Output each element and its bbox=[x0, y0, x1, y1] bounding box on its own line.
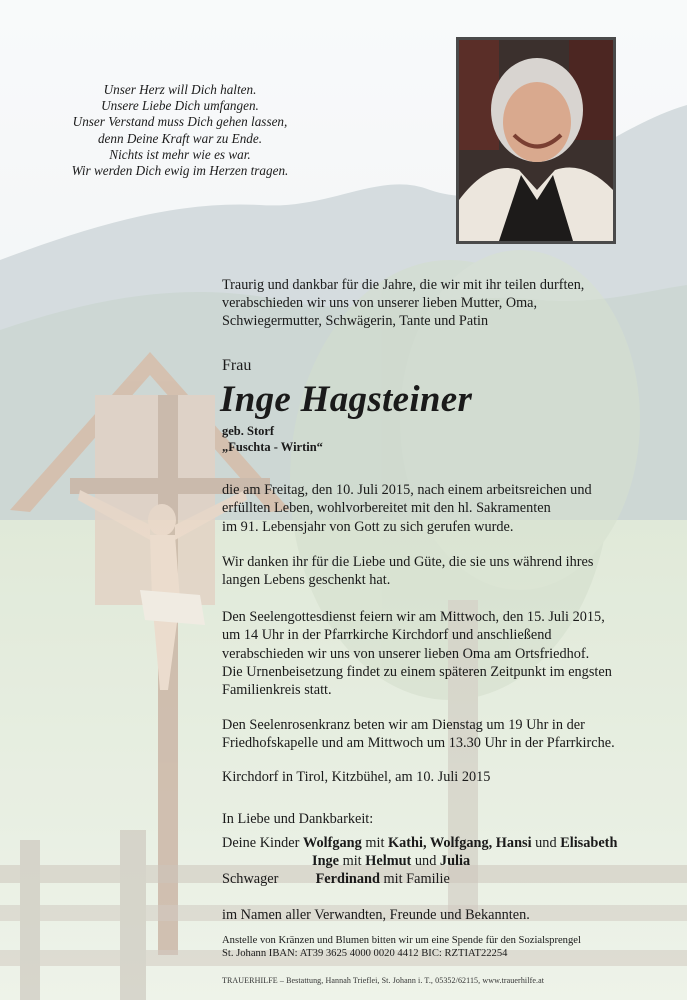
donation-note bbox=[222, 934, 581, 960]
paragraph-line: die am Freitag, den 10. Juli 2015, nach einem arbeitsreichen und bbox=[222, 482, 592, 498]
intro-line: Traurig und dankbar für die Jahre, die wir mit ihr teilen durften, bbox=[222, 277, 585, 293]
poem-line: Wir werden Dich ewig im Herzen tragen. bbox=[71, 163, 289, 179]
paragraph-line: Wir danken ihr für die Liebe und Güte, die sie uns während ihres bbox=[222, 554, 594, 570]
connector: mit bbox=[342, 853, 362, 869]
nickname: „Fuschta - Wirtin“ bbox=[222, 439, 323, 454]
inlaw-label: Schwager bbox=[222, 871, 279, 887]
poem bbox=[40, 82, 320, 179]
intro-line: Schwiegermutter, Schwägerin, Tante und Patin bbox=[222, 313, 489, 329]
child-name: Elisabeth bbox=[560, 835, 618, 851]
mass-paragraph bbox=[222, 608, 667, 699]
paragraph-line: Friedhofskapelle und am Mittwoch um 13.30 Uhr in der Pfarrkirche. bbox=[222, 735, 615, 752]
paragraph-line: erfüllten Leben, wohlvorbereitet mit den hl. Sakramenten bbox=[222, 500, 551, 517]
thanks-paragraph bbox=[222, 553, 667, 590]
connector: und bbox=[535, 835, 557, 851]
child-name: Inge bbox=[312, 853, 340, 869]
poem-line: denn Deine Kraft war zu Ende. bbox=[97, 130, 263, 146]
poem-line: Unser Verstand muss Dich gehen lassen, bbox=[72, 114, 288, 130]
paragraph-line: Den Seelengottesdienst feiern wir am Mittwoch, den 15. Juli 2015, bbox=[222, 609, 605, 625]
poem-line: Unsere Liebe Dich umfangen. bbox=[101, 98, 259, 114]
family-inlaw-line bbox=[222, 870, 450, 888]
intro-line: verabschieden wir uns von unserer lieben Mutter, Oma, bbox=[222, 295, 538, 311]
birth-info bbox=[222, 424, 323, 455]
paragraph-line: Die Urnenbeisetzung findet zu einem späteren Zeitpunkt im engsten bbox=[222, 663, 612, 680]
partner-names: Kathi, Wolfgang, Hansi bbox=[388, 835, 532, 851]
intro-text bbox=[222, 276, 662, 330]
funeral-home-footer: TRAUERHILFE – Bestattung, Hannah Trieflei, St. Johann i. T., 05352/62115, www.trauerhilfe.at bbox=[222, 976, 545, 985]
paragraph-line: Familienkreis statt. bbox=[222, 682, 332, 699]
rosary-paragraph bbox=[222, 716, 667, 753]
poem-line: Unser Herz will Dich halten. bbox=[103, 82, 257, 97]
inlaw-name: Ferdinand bbox=[315, 871, 380, 887]
connector: mit bbox=[365, 835, 385, 851]
family-children-line-2 bbox=[312, 852, 470, 870]
child-name: Wolfgang bbox=[303, 835, 362, 851]
connector: und bbox=[414, 853, 437, 869]
salutation: Frau bbox=[222, 357, 252, 374]
closing-line: In Liebe und Dankbarkeit: bbox=[222, 811, 374, 827]
grandchild-name: Julia bbox=[439, 853, 471, 869]
donation-line: Anstelle von Kränzen und Blumen bitten wir um eine Spende für den Sozialsprengel bbox=[222, 935, 581, 946]
paragraph-line: verabschieden wir uns von unserer lieben Oma am Ortsfriedhof. bbox=[222, 645, 590, 662]
family-children-line bbox=[222, 834, 617, 852]
paragraph-line: langen Lebens geschenkt hat. bbox=[222, 572, 391, 589]
paragraph-line: Den Seelenrosenkranz beten wir am Dienstag um 19 Uhr in der bbox=[222, 717, 585, 733]
place-date: Kirchdorf in Tirol, Kitzbühel, am 10. Juli 2015 bbox=[222, 769, 491, 785]
portrait-photo bbox=[456, 37, 616, 244]
donation-line: St. Johann IBAN: AT39 3625 4000 0020 4412 BIC: RZTIAT22254 bbox=[222, 948, 508, 959]
death-paragraph bbox=[222, 481, 667, 536]
partner-name: Helmut bbox=[365, 853, 412, 869]
inlaw-suffix: mit Familie bbox=[383, 871, 450, 887]
birth-name: geb. Storf bbox=[222, 424, 275, 438]
children-label: Deine Kinder bbox=[222, 835, 300, 851]
paragraph-line: um 14 Uhr in der Pfarrkirche Kirchdorf und anschließend bbox=[222, 627, 552, 644]
all-relatives-line: im Namen aller Verwandten, Freunde und Bekannten. bbox=[222, 907, 530, 923]
poem-line: Nichts ist mehr wie es war. bbox=[109, 146, 251, 162]
deceased-name: Inge Hagsteiner bbox=[220, 379, 473, 420]
paragraph-line: im 91. Lebensjahr von Gott zu sich gerufen wurde. bbox=[222, 518, 514, 535]
